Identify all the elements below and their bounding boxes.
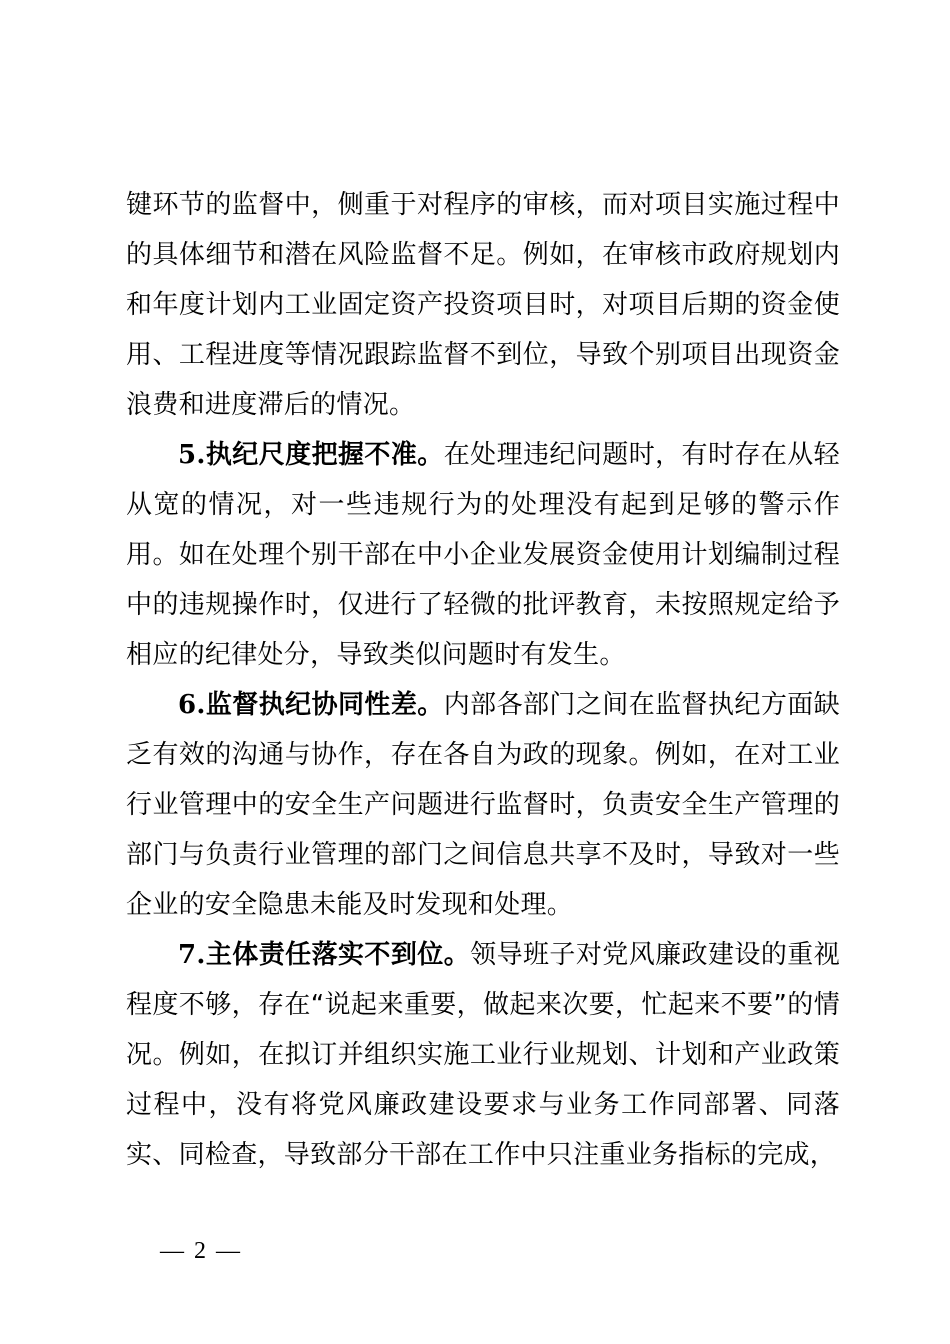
paragraph-text: 键环节的监督中，侧重于对程序的审核，而对项目实施过程中的具体细节和潜在风险监督不足。例如，在审核市政府规划内和年度计划内工业固定资产投资项目时，对项目后期的资金使用、工程进度等情况跟踪监督不到位，导致个别项目出现资金浪费和进度滞后的情况。 [126, 190, 840, 420]
paragraph-item-6 [126, 680, 840, 930]
paragraph-heading: 5.执纪尺度把握不准。 [178, 440, 444, 470]
paragraph-heading: 6.监督执纪协同性差。 [178, 690, 444, 720]
paragraph-item-5 [126, 430, 840, 680]
paragraph-heading: 7.主体责任落实不到位。 [178, 940, 471, 970]
document-body [126, 180, 840, 1180]
paragraph-item-7 [126, 930, 840, 1180]
page-number: — 2 — [160, 1238, 242, 1264]
paragraph-text: 内部各部门之间在监督执纪方面缺乏有效的沟通与协作，存在各自为政的现象。例如，在对工业行业管理中的安全生产问题进行监督时，负责安全生产管理的部门与负责行业管理的部门之间信息共享不及时，导致对一些企业的安全隐患未能及时发现和处理。 [126, 690, 840, 920]
paragraph-text: 在处理违纪问题时，有时存在从轻从宽的情况，对一些违规行为的处理没有起到足够的警示作用。如在处理个别干部在中小企业发展资金使用计划编制过程中的违规操作时，仅进行了轻微的批评教育，未按照规定给予相应的纪律处分，导致类似问题时有发生。 [126, 440, 840, 670]
paragraph-text: 领导班子对党风廉政建设的重视程度不够，存在“说起来重要，做起来次要，忙起来不要”的情况。例如，在拟订并组织实施工业行业规划、计划和产业政策过程中，没有将党风廉政建设要求与业务工作同部署、同落实、同检查，导致部分干部在工作中只注重业务指标的完成， [126, 940, 840, 1170]
paragraph-continuation [126, 180, 840, 430]
